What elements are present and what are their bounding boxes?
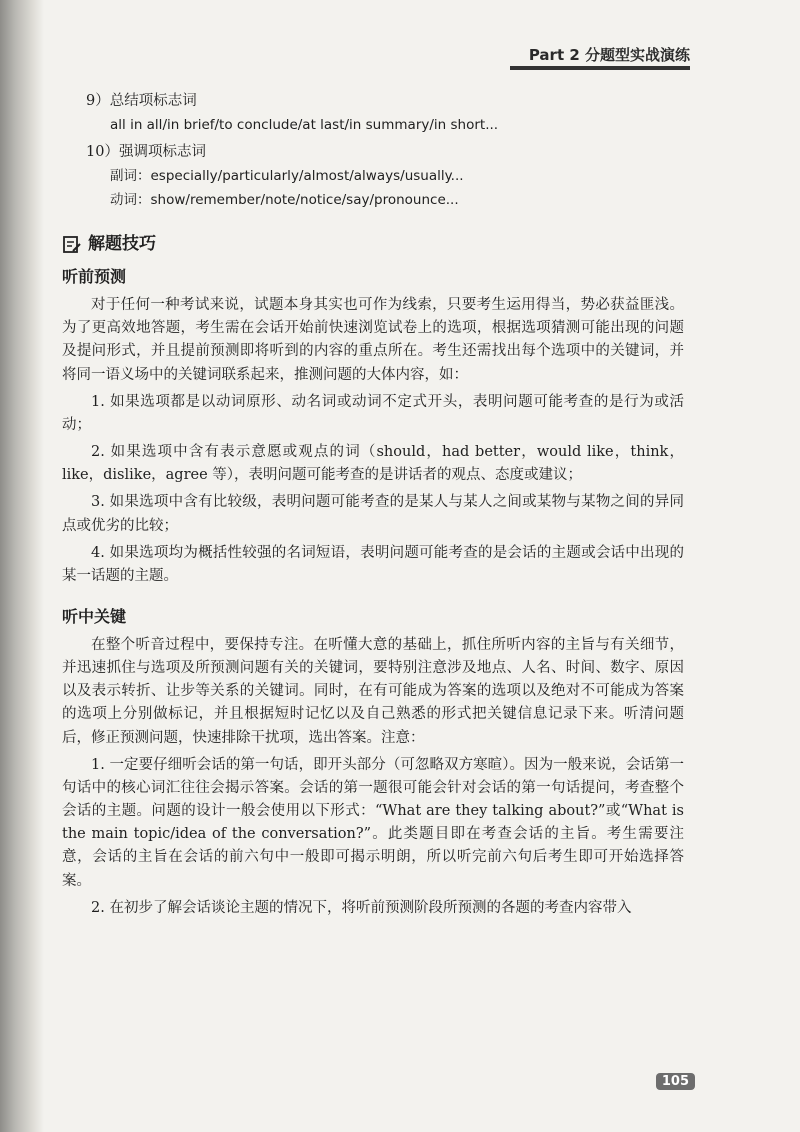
- paragraph: 1. 如果选项都是以动词原形、动名词或动词不定式开头，表明问题可能考查的是行为或活动；: [62, 393, 684, 433]
- list-item-9-words: all in all/in brief/to conclude/at last/in summary/in short...: [110, 117, 499, 134]
- section-heading: [62, 231, 684, 258]
- page-number: 105: [656, 1073, 695, 1090]
- paragraph: 4. 如果选项均为概括性较强的名词短语，表明问题可能考查的是会话的主题或会话中出现的某一话题的主题。: [62, 544, 684, 584]
- paragraph: 2. 如果选项中含有表示意愿或观点的词（should，had better，would like，think，like，dislike，agree 等），表明问题可能考查的是讲话者的观点、态度或建议；: [62, 444, 684, 484]
- paragraph: 1. 一定要仔细听会话的第一句话，即开头部分（可忽略双方寒暄）。因为一般来说，会话第一句话中的核心词汇往往会揭示答案。会话的第一题很可能会针对会话的第一句话提问，考查整个会话的主题。问题的设计一般会使用以下形式：“What are they talking about?”或“What is the main topic/idea of the conversation?”。此类题目即在考查会话的主旨。考生需要注意，会话的主旨在会话的前六句中一般即可揭示明朗，所以听完前六句后考生即可开始选择答案。: [62, 756, 684, 889]
- header-rule: [510, 66, 690, 70]
- book-spine-shadow: [0, 0, 44, 1132]
- subsection-title-during: 听中关键: [62, 607, 127, 627]
- list-item-10-adverbs: 副词：especially/particularly/almost/always/usually...: [110, 167, 464, 184]
- paragraph: 3. 如果选项中含有比较级，表明问题可能考查的是某人与某人之间或某物与某物之间的异同点或优劣的比较；: [62, 494, 684, 534]
- subsection-title-pre: 听前预测: [62, 267, 127, 287]
- paragraph: 对于任何一种考试来说，试题本身其实也可作为线索，只要考生运用得当，势必获益匪浅。为了更高效地答题，考生需在会话开始前快速浏览试卷上的选项，根据选项猜测可能出现的问题及提问形式，并且提前预测即将听到的内容的重点所在。考生还需找出每个选项中的关键词，并将同一语义场中的关键词联系起来，推测问题的大体内容，如：: [62, 296, 684, 383]
- page-content: [62, 86, 684, 924]
- paragraph: 在整个听音过程中，要保持专注。在听懂大意的基础上，抓住所听内容的主旨与有关细节，并迅速抓住与选项及所预测问题有关的关键词，要特别注意涉及地点、人名、时间、数字、原因以及表示转折、让步等关系的关键词。同时，在有可能成为答案的选项以及绝对不可能成为答案的选项上分别做标记，并且根据短时记忆以及自己熟悉的形式把关键信息记录下来。听清问题后，修正预测问题，快速排除干扰项，选出答案。注意：: [62, 636, 684, 746]
- paragraph: 2. 在初步了解会话谈论主题的情况下，将听前预测阶段所预测的各题的考查内容带入: [91, 899, 632, 916]
- running-header: Part 2 分题型实战演练: [528, 46, 690, 64]
- list-item-9-label: 9）总结项标志词: [86, 93, 197, 109]
- list-item-10-label: 10）强调项标志词: [86, 143, 206, 160]
- section-title: 解题技巧: [88, 234, 156, 255]
- notepad-icon: [62, 235, 82, 255]
- list-item-10-verbs: 动词：show/remember/note/notice/say/pronounce...: [110, 191, 459, 208]
